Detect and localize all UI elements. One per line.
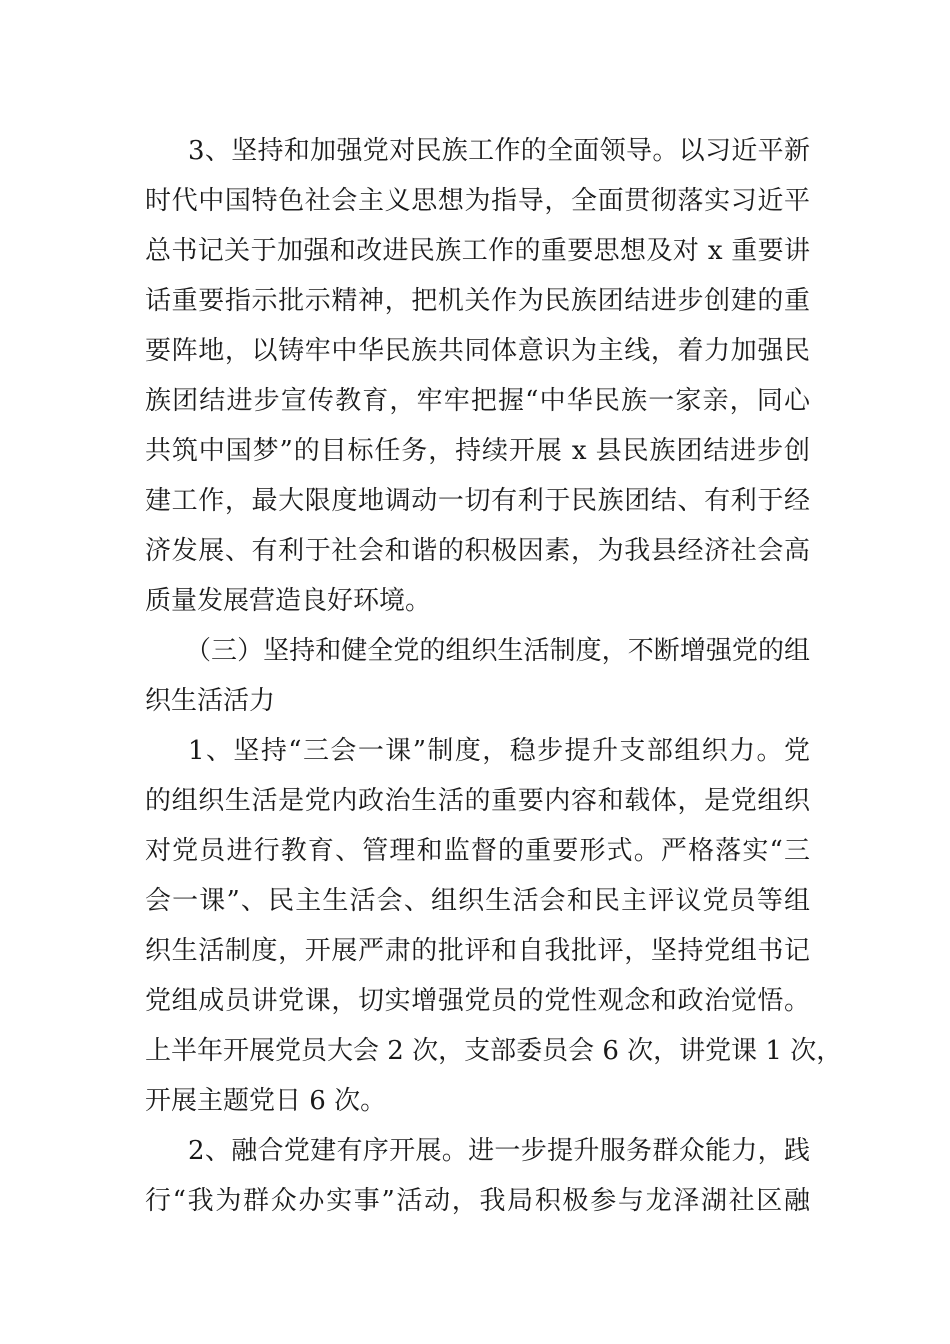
text-line: 2、融合党建有序开展。进一步提升服务群众能力，践 xyxy=(188,1136,810,1166)
paragraph-item-3 xyxy=(145,126,810,626)
text-line: 开展主题党日 6 次。 xyxy=(145,1086,387,1116)
text-line: 1、坚持“三会一课”制度，稳步提升支部组织力。党 xyxy=(188,736,810,766)
text-line: 3、坚持和加强党对民族工作的全面领导。以习近平新 xyxy=(188,136,810,166)
text-line: 会一课”、民主生活会、组织生活会和民主评议党员等组 xyxy=(145,886,810,916)
text-line: 族团结进步宣传教育，牢牢把握“中华民族一家亲，同心 xyxy=(145,386,810,416)
paragraph-item-1 xyxy=(145,726,843,1126)
text-line: 时代中国特色社会主义思想为指导，全面贯彻落实习近平 xyxy=(145,186,810,216)
text-line: 济发展、有利于社会和谐的积极因素，为我县经济社会高 xyxy=(145,536,810,566)
text-line: 上半年开展党员大会 2 次，支部委员会 6 次，讲党课 1 次， xyxy=(145,1036,843,1066)
text-line: 行“我为群众办实事”活动，我局积极参与龙泽湖社区融 xyxy=(145,1186,810,1216)
paragraph-item-2 xyxy=(145,1126,810,1226)
text-line: 建工作，最大限度地调动一切有利于民族团结、有利于经 xyxy=(145,486,810,516)
text-line: 织生活制度，开展严肃的批评和自我批评，坚持党组书记 xyxy=(145,936,810,966)
text-line: 的组织生活是党内政治生活的重要内容和载体，是党组织 xyxy=(145,786,810,816)
text-line: 要阵地，以铸牢中华民族共同体意识为主线，着力加强民 xyxy=(145,336,810,366)
text-line: 质量发展营造良好环境。 xyxy=(145,586,432,616)
heading-line: （三）坚持和健全党的组织生活制度，不断增强党的组 xyxy=(185,636,810,666)
heading-line: 织生活活力 xyxy=(145,686,276,716)
text-line: 总书记关于加强和改进民族工作的重要思想及对 x 重要讲 xyxy=(145,236,810,266)
text-line: 共筑中国梦”的目标任务，持续开展 x 县民族团结进步创 xyxy=(145,436,810,466)
text-line: 对党员进行教育、管理和监督的重要形式。严格落实“三 xyxy=(145,836,810,866)
text-line: 党组成员讲党课，切实增强党员的党性观念和政治觉悟。 xyxy=(145,986,810,1016)
text-line: 话重要指示批示精神，把机关作为民族团结进步创建的重 xyxy=(145,286,810,316)
section-heading xyxy=(145,626,810,726)
document-body xyxy=(145,126,843,1226)
